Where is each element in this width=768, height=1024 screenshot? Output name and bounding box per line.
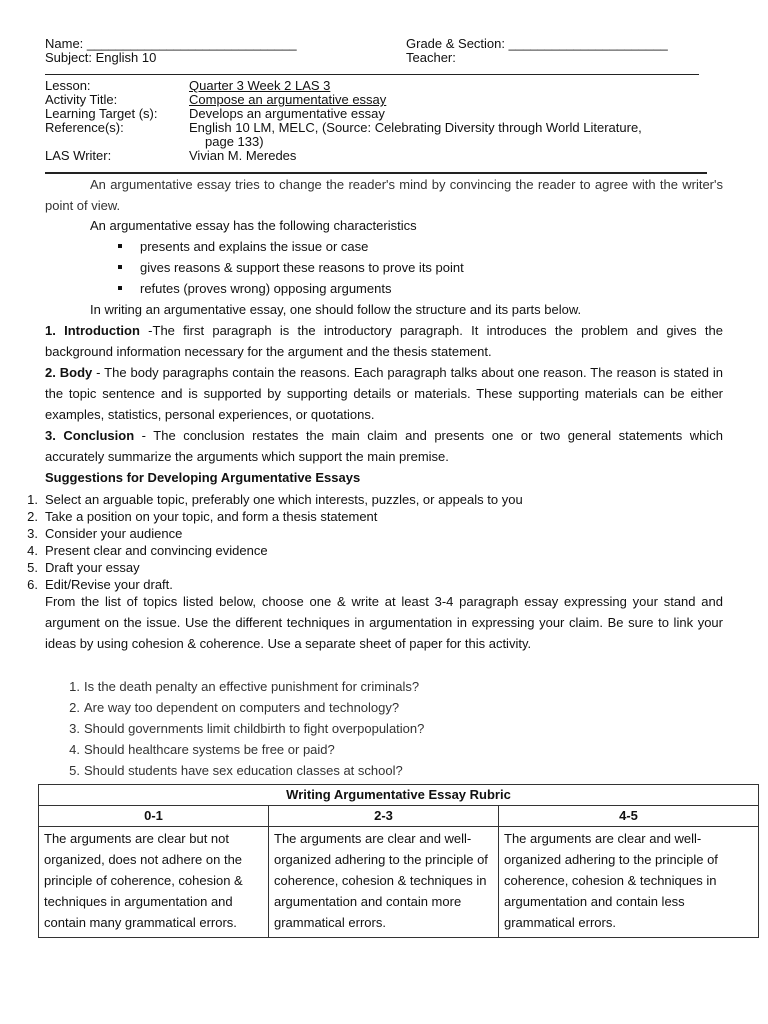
rubric-column-header: 2-3: [269, 806, 499, 827]
las-writer-value: Vivian M. Meredes: [189, 148, 297, 163]
reference-value-line2: page 133): [205, 134, 264, 149]
rubric-criterion: The arguments are clear and well-organized adhering to the principle of coherence, cohesion & techniques in argumentation and contain less grammatical errors.: [499, 827, 759, 938]
bullet-icon: [118, 265, 122, 269]
reference-label: Reference(s):: [45, 120, 124, 135]
characteristic-item: refutes (proves wrong) opposing arguments: [140, 281, 391, 296]
rubric-title: Writing Argumentative Essay Rubric: [39, 785, 759, 806]
topic-item: 4. Should healthcare systems be free or paid?: [69, 742, 335, 757]
topic-item: 5. Should students have sex education classes at school?: [69, 763, 403, 778]
rubric-criterion: The arguments are clear but not organized, does not adhere on the principle of coherence, cohesion & techniques in argumentation and contain many grammatical errors.: [39, 827, 269, 938]
bullet-icon: [118, 286, 122, 290]
grade-section-field: Grade & Section: ______________________: [406, 36, 668, 51]
topic-item: 3. Should governments limit childbirth to fight overpopulation?: [69, 721, 425, 736]
teacher-label: Teacher:: [406, 50, 456, 65]
suggestion-item: 6. Edit/Revise your draft.: [27, 577, 173, 592]
characteristics-intro: An argumentative essay has the following characteristics: [90, 218, 417, 233]
las-writer-label: LAS Writer:: [45, 148, 112, 163]
intro-paragraph: An argumentative essay tries to change the reader's mind by convincing the reader to agree with the writer's point of view.: [45, 177, 723, 213]
structure-intro: In writing an argumentative essay, one should follow the structure and its parts below.: [90, 302, 582, 317]
part-introduction: 1. Introduction -The first paragraph is the introductory paragraph. It introduces the problem and gives the background information necessary for the argument and the thesis statement.: [45, 323, 723, 359]
rubric-column-header: 0-1: [39, 806, 269, 827]
part-conclusion: 3. Conclusion - The conclusion restates the main claim and presents one or two general statements which accurately summarize the arguments which support the main premise.: [45, 428, 723, 464]
lesson-value: Quarter 3 Week 2 LAS 3: [189, 78, 331, 93]
topic-item: 2. Are way too dependent on computers and technology?: [69, 700, 400, 715]
rubric-table: [38, 784, 759, 938]
characteristic-item: presents and explains the issue or case: [140, 239, 368, 254]
instructions-paragraph: From the list of topics listed below, choose one & write at least 3-4 paragraph essay expressing your stand and argument on the issue. Use the different techniques in argumentation in expressing your claim. Be sure to link your ideas by using cohesion & coherence. Use a separate sheet of paper for this activity.: [45, 594, 723, 651]
activity-title-value: Compose an argumentative essay: [189, 92, 387, 107]
part-body: 2. Body - The body paragraphs contain the reasons. Each paragraph talks about one reason. The reason is stated in the topic sentence and is supported by supporting details or materials. These supporting materials can be either examples, statistics, personal experiences, or quotations.: [45, 365, 723, 422]
characteristic-item: gives reasons & support these reasons to prove its point: [140, 260, 464, 275]
rubric-column-header: 4-5: [499, 806, 759, 827]
suggestion-item: 1. Select an arguable topic, preferably one which interests, puzzles, or appeals to you: [27, 492, 523, 507]
activity-title-label: Activity Title:: [45, 92, 118, 107]
reference-value-line1: English 10 LM, MELC, (Source: Celebrating Diversity through World Literature,: [189, 120, 642, 135]
suggestion-item: 4. Present clear and convincing evidence: [27, 543, 268, 558]
suggestions-title: Suggestions for Developing Argumentative Essays: [45, 470, 361, 485]
name-field: Name: _____________________________: [45, 36, 297, 51]
subject-label: Subject: English 10: [45, 50, 157, 65]
topic-item: 1. Is the death penalty an effective punishment for criminals?: [69, 679, 420, 694]
lesson-label: Lesson:: [45, 78, 91, 93]
learning-target-label: Learning Target (s):: [45, 106, 158, 121]
learning-target-value: Develops an argumentative essay: [189, 106, 385, 121]
suggestion-item: 5. Draft your essay: [27, 560, 140, 575]
suggestion-item: 3. Consider your audience: [27, 526, 183, 541]
suggestion-item: 2. Take a position on your topic, and form a thesis statement: [27, 509, 378, 524]
header-divider: [45, 74, 699, 75]
rubric-criterion: The arguments are clear and well-organized adhering to the principle of coherence, cohesion & techniques in argumentation and contain more grammatical errors.: [269, 827, 499, 938]
bullet-icon: [118, 244, 122, 248]
